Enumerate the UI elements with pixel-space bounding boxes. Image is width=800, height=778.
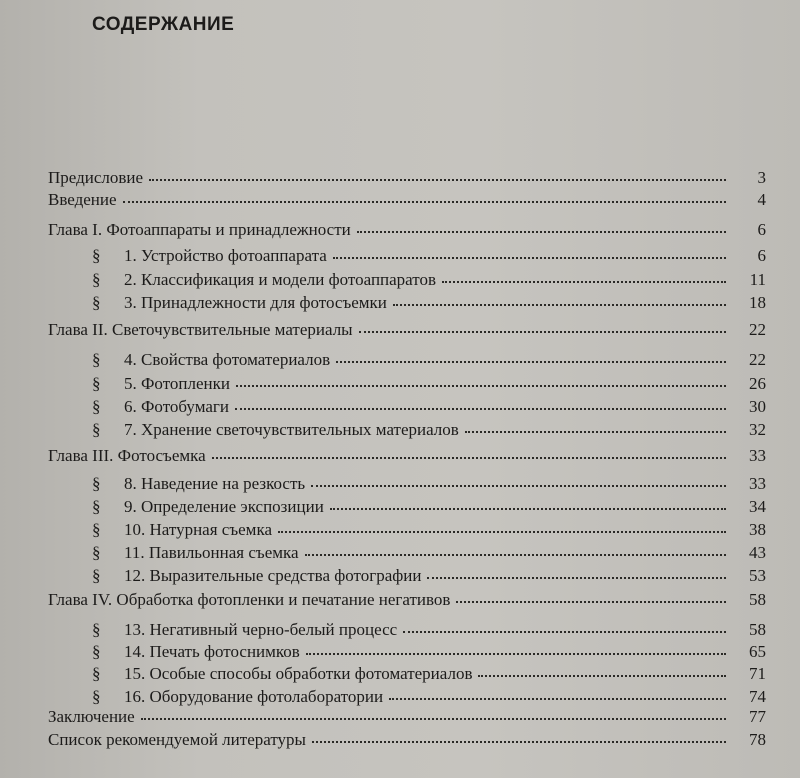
section-sign: § <box>92 497 101 516</box>
section-sign: § <box>92 520 101 539</box>
toc-page-number: 3 <box>757 168 766 187</box>
toc-entry-title: § 1. Устройство фотоаппарата <box>92 246 327 265</box>
dot-leader <box>305 550 726 556</box>
toc-page-number: 65 <box>749 642 766 661</box>
toc-entry <box>48 446 766 466</box>
toc-page-number: 78 <box>749 730 766 749</box>
toc-entry-title: § 2. Классификация и модели фотоаппаратов <box>92 270 437 289</box>
toc-entry <box>48 707 766 727</box>
toc-page-number: 32 <box>749 420 766 439</box>
toc-page-number: 74 <box>749 687 766 706</box>
dot-leader <box>312 737 726 743</box>
toc-entry-title: § 8. Наведение на резкость <box>92 474 306 493</box>
dot-leader <box>442 277 726 283</box>
dot-leader <box>235 404 726 410</box>
toc-page-number: 18 <box>749 293 766 312</box>
toc-subentry <box>92 246 766 266</box>
dot-leader <box>393 300 726 306</box>
toc-entry <box>48 320 766 340</box>
dot-leader <box>330 504 726 510</box>
toc-entry-title: § 16. Оборудование фотолаборатории <box>92 687 384 706</box>
section-sign: § <box>92 270 101 289</box>
toc-page-number: 26 <box>749 374 766 393</box>
toc-entry-title: § 15. Особые способы обработки фотоматериалов <box>92 664 473 683</box>
toc-page-number: 4 <box>757 190 766 209</box>
section-sign: § <box>92 642 101 661</box>
toc-subentry <box>92 687 766 707</box>
section-sign: § <box>92 246 101 265</box>
toc-subentry <box>92 474 766 494</box>
toc-subentry <box>92 642 766 662</box>
toc-page-number: 11 <box>749 270 766 289</box>
toc-entry-title: § 7. Хранение светочувствительных материалов <box>92 420 459 439</box>
toc-page-number: 33 <box>749 474 766 493</box>
toc-page-number: 38 <box>749 520 766 539</box>
toc-page-number: 6 <box>757 246 766 265</box>
toc-page-number: 58 <box>749 590 766 609</box>
dot-leader <box>403 627 726 633</box>
section-sign: § <box>92 420 101 439</box>
section-sign: § <box>92 474 101 493</box>
toc-subentry <box>92 497 766 517</box>
section-sign: § <box>92 374 101 393</box>
dot-leader <box>456 597 726 603</box>
section-sign: § <box>92 397 101 416</box>
toc-entry-title: § 11. Павильонная съемка <box>92 543 299 562</box>
toc-page-number: 71 <box>749 664 766 683</box>
section-sign: § <box>92 566 101 585</box>
page-title: СОДЕРЖАНИЕ <box>92 14 235 35</box>
dot-leader <box>123 197 726 203</box>
section-sign: § <box>92 687 101 706</box>
toc-subentry <box>92 543 766 563</box>
section-sign: § <box>92 350 101 369</box>
toc-subentry <box>92 293 766 313</box>
toc-page-number: 22 <box>749 350 766 369</box>
dot-leader <box>336 357 726 363</box>
toc-entry-title: § 6. Фотобумаги <box>92 397 229 416</box>
toc-entry-title: § 4. Свойства фотоматериалов <box>92 350 331 369</box>
toc-page-number: 43 <box>749 543 766 562</box>
toc-entry-title: § 9. Определение экспозиции <box>92 497 324 516</box>
toc-entry-title: Заключение <box>48 707 135 726</box>
dot-leader <box>359 327 726 333</box>
section-sign: § <box>92 293 101 312</box>
toc-subentry <box>92 566 766 586</box>
toc-entry-title: § 13. Негативный черно-белый процесс <box>92 620 398 639</box>
dot-leader <box>357 227 726 233</box>
toc-page-number: 22 <box>749 320 766 339</box>
dot-leader <box>311 481 726 487</box>
dot-leader <box>465 427 726 433</box>
toc-entry-title: Глава IV. Обработка фотопленки и печатание негативов <box>48 590 451 609</box>
toc-page-number: 58 <box>749 620 766 639</box>
toc-subentry <box>92 397 766 417</box>
section-sign: § <box>92 620 101 639</box>
toc-page-number: 77 <box>749 707 766 726</box>
toc-page-number: 30 <box>749 397 766 416</box>
toc-entry <box>48 190 766 210</box>
dot-leader <box>236 381 726 387</box>
toc-subentry <box>92 664 766 684</box>
toc-entry-title: § 10. Натурная съемка <box>92 520 272 539</box>
toc-subentry <box>92 520 766 540</box>
dot-leader <box>141 714 726 720</box>
dot-leader <box>149 175 726 181</box>
toc-entry <box>48 168 766 188</box>
toc-entry-title: § 14. Печать фотоснимков <box>92 642 300 661</box>
section-sign: § <box>92 543 101 562</box>
toc-entry <box>48 730 766 750</box>
dot-leader <box>333 253 726 259</box>
section-sign: § <box>92 664 101 683</box>
toc-subentry <box>92 270 766 290</box>
toc-subentry <box>92 420 766 440</box>
toc-page-number: 6 <box>757 220 766 239</box>
dot-leader <box>306 649 726 655</box>
toc-subentry <box>92 374 766 394</box>
dot-leader <box>212 453 726 459</box>
toc-entry-title: Введение <box>48 190 117 209</box>
toc-page-number: 34 <box>749 497 766 516</box>
toc-entry-title: Список рекомендуемой литературы <box>48 730 306 749</box>
dot-leader <box>427 573 726 579</box>
dot-leader <box>278 527 726 533</box>
toc-entry-title: § 3. Принадлежности для фотосъемки <box>92 293 387 312</box>
toc-page-number: 53 <box>749 566 766 585</box>
toc-entry-title: Глава II. Светочувствительные материалы <box>48 320 353 339</box>
toc-entry-title: § 12. Выразительные средства фотографии <box>92 566 422 585</box>
toc-entry <box>48 590 766 610</box>
toc-page-number: 33 <box>749 446 766 465</box>
toc-subentry <box>92 620 766 640</box>
dot-leader <box>389 694 726 700</box>
toc-subentry <box>92 350 766 370</box>
toc-entry-title: Глава III. Фотосъемка <box>48 446 206 465</box>
toc-entry <box>48 220 766 240</box>
toc-entry-title: § 5. Фотопленки <box>92 374 230 393</box>
toc-entry-title: Глава I. Фотоаппараты и принадлежности <box>48 220 351 239</box>
toc-entry-title: Предисловие <box>48 168 144 187</box>
dot-leader <box>478 671 726 677</box>
